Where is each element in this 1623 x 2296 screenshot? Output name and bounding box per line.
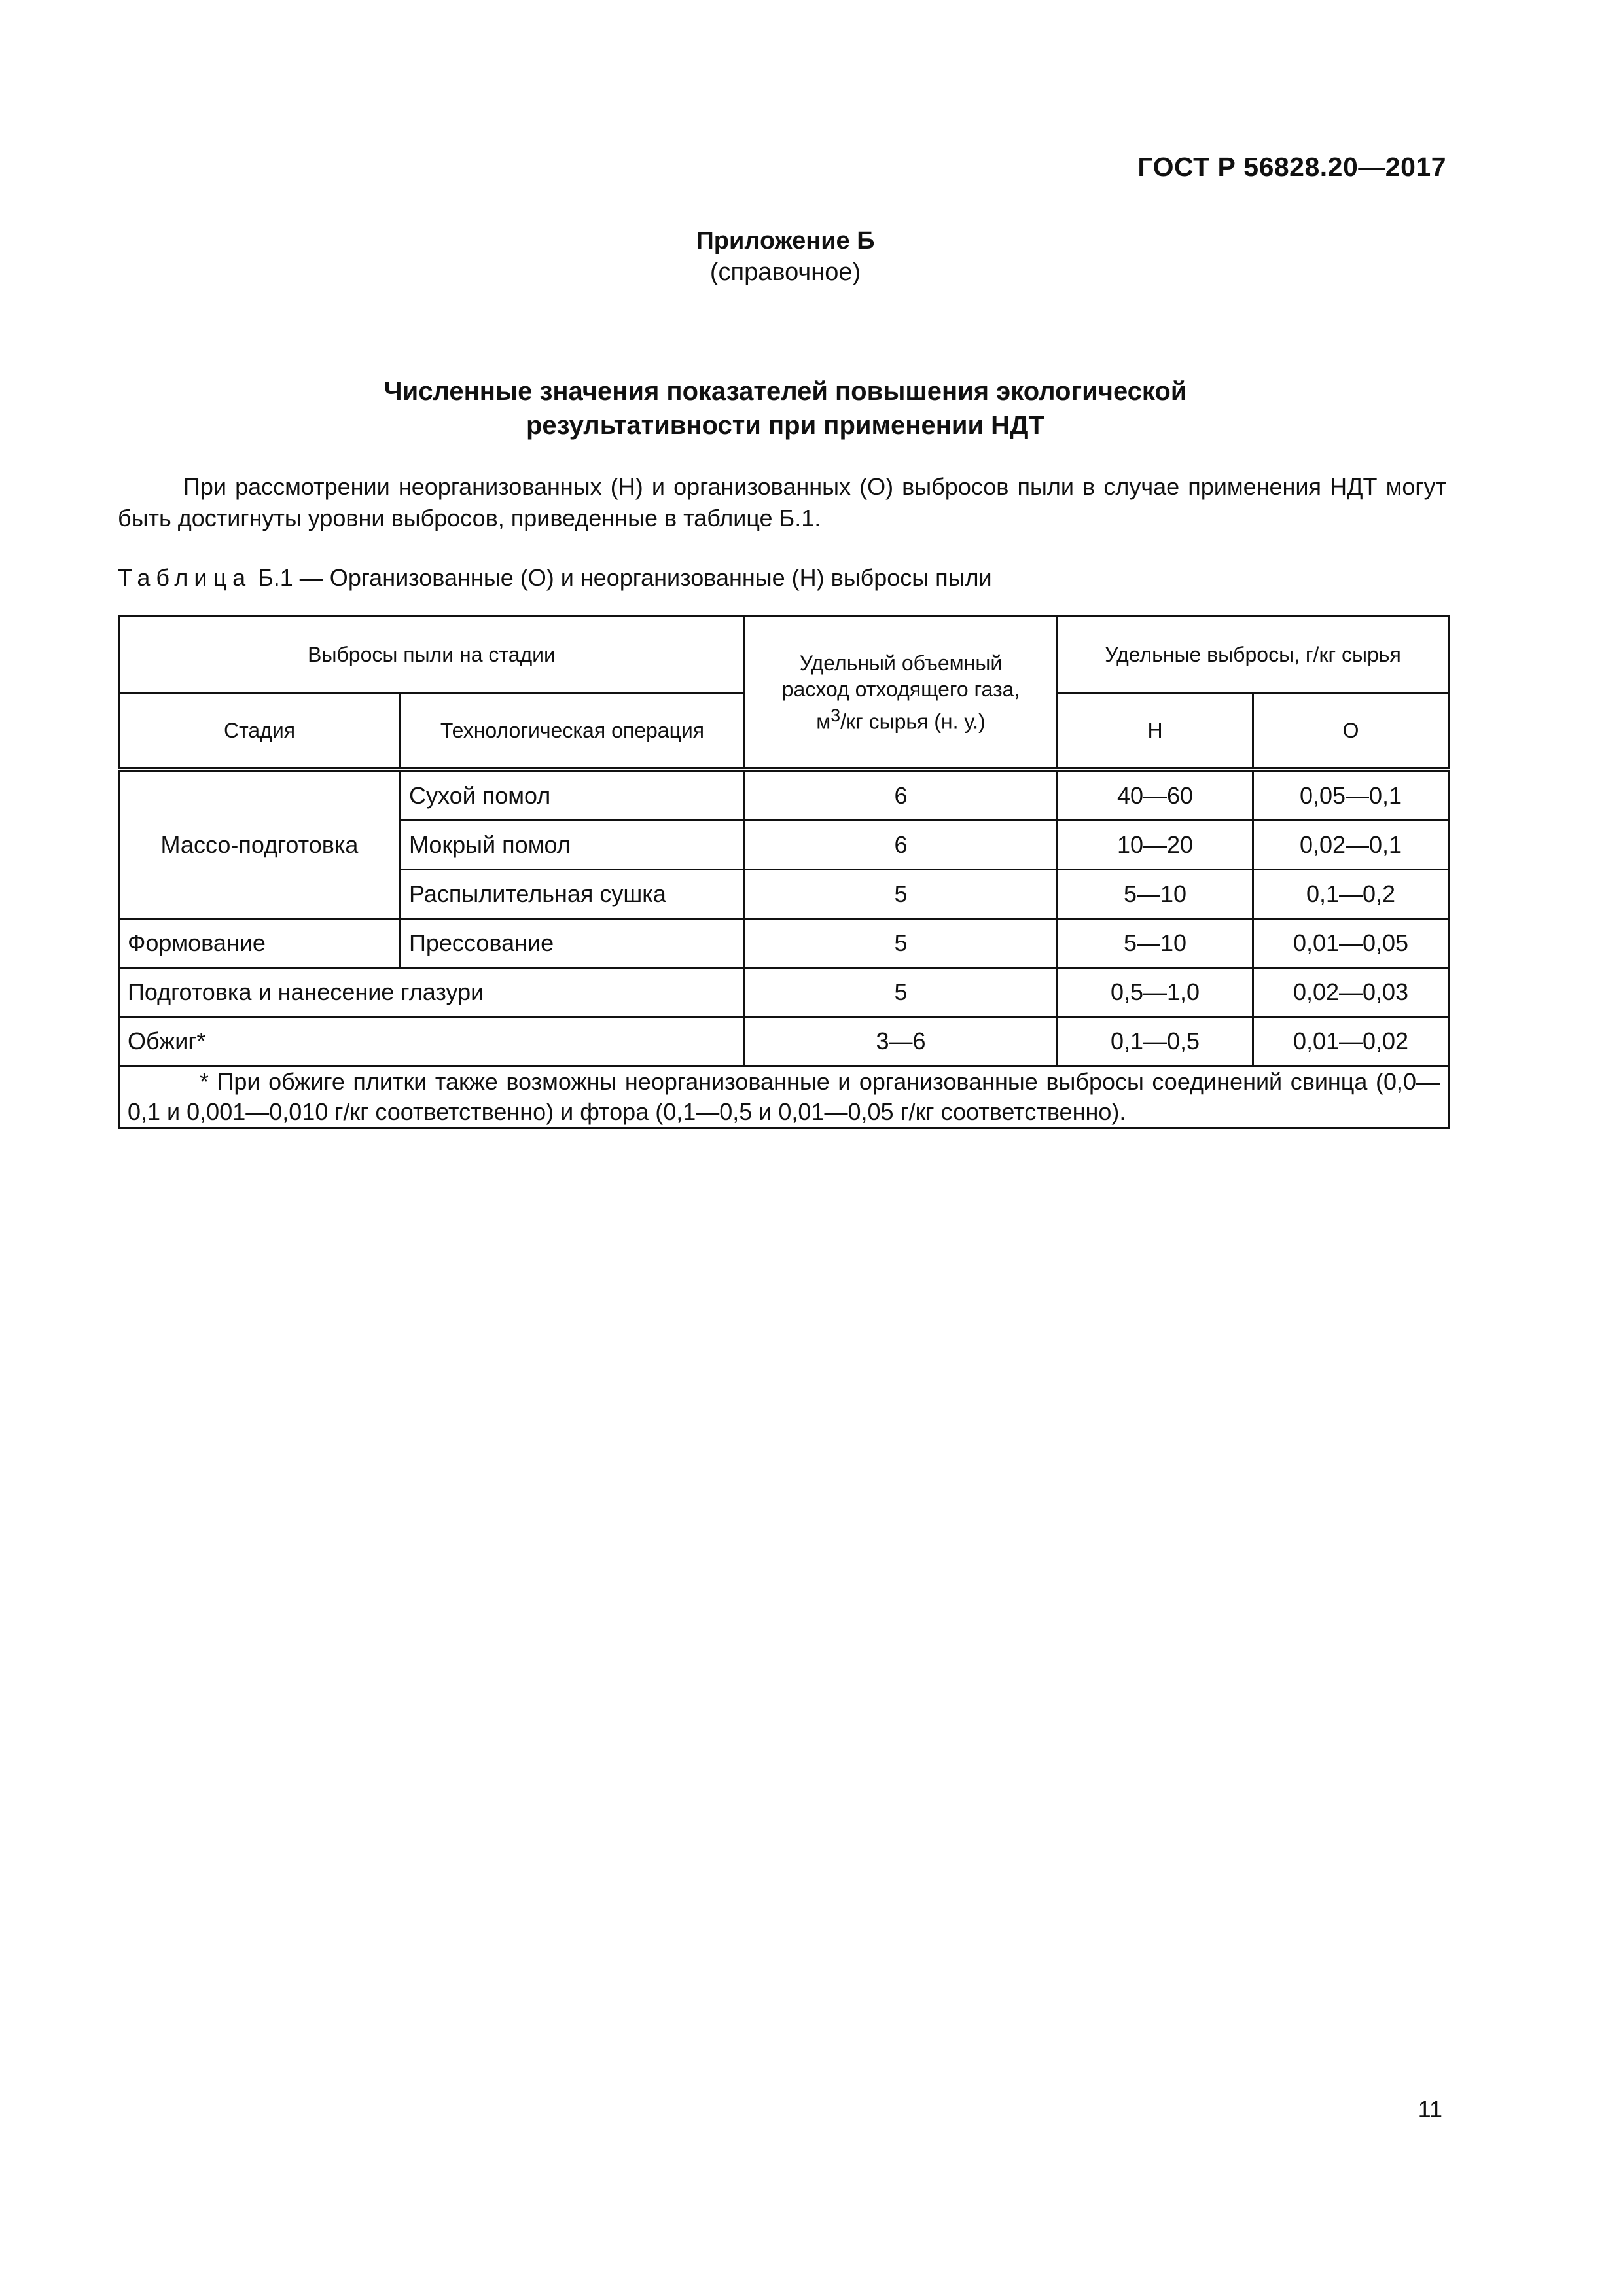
cell-operation: Мокрый помол bbox=[401, 821, 745, 870]
table-footnote-row bbox=[119, 1066, 1449, 1128]
appendix-title: Приложение Б bbox=[696, 227, 875, 255]
intro-paragraph: При рассмотрении неорганизованных (Н) и организованных (О) выбросов пыли в случае применения НДТ могут быть достигнуты уровни выбросов, приведенные в таблице Б.1. bbox=[118, 473, 1446, 531]
table-row bbox=[119, 1017, 1449, 1066]
table-row bbox=[119, 968, 1449, 1017]
cell-o: 0,1—0,2 bbox=[1253, 870, 1449, 919]
header-gas-flow-line-2: расход отходящего газа, bbox=[781, 677, 1020, 701]
cell-o: 0,05—0,1 bbox=[1253, 770, 1449, 821]
cell-n: 10—20 bbox=[1058, 821, 1253, 870]
emissions-table bbox=[118, 615, 1450, 1129]
cell-stage-operation: Обжиг* bbox=[119, 1017, 745, 1066]
table-row bbox=[119, 919, 1449, 968]
appendix-heading bbox=[0, 225, 1571, 288]
cell-flow: 3—6 bbox=[745, 1017, 1058, 1066]
cell-operation: Прессование bbox=[401, 919, 745, 968]
unit-superscript: 3 bbox=[830, 705, 841, 725]
unit-m: м bbox=[816, 709, 831, 734]
page-number: 11 bbox=[1418, 2096, 1442, 2123]
header-gas-flow bbox=[745, 617, 1058, 770]
cell-n: 0,1—0,5 bbox=[1058, 1017, 1253, 1066]
table-caption-word: Таблица bbox=[118, 564, 252, 591]
section-title-line-1: Численные значения показателей повышения экологической bbox=[383, 377, 1187, 406]
cell-operation: Распылительная сушка bbox=[401, 870, 745, 919]
header-o: О bbox=[1253, 693, 1449, 770]
header-gas-flow-unit bbox=[753, 702, 1048, 735]
unit-rest: /кг сырья (н. у.) bbox=[840, 709, 986, 734]
appendix-subtitle: (справочное) bbox=[709, 259, 861, 286]
table-header-row bbox=[119, 617, 1449, 693]
table-caption-text: Б.1 — Организованные (О) и неорганизованные (Н) выбросы пыли bbox=[251, 564, 992, 591]
cell-o: 0,01—0,02 bbox=[1253, 1017, 1449, 1066]
header-gas-flow-line-1: Удельный объемный bbox=[799, 651, 1003, 675]
cell-o: 0,02—0,1 bbox=[1253, 821, 1449, 870]
cell-flow: 5 bbox=[745, 968, 1058, 1017]
document-code: ГОСТ Р 56828.20—2017 bbox=[1137, 152, 1446, 182]
table-footnote: * При обжиге плитки также возможны неорганизованные и организованные выбросы соединений свинца (0,0—0,1 и 0,001—0,010 г/кг соответственно) и фтора (0,1—0,5 и 0,01—0,05 г/кг соответственно). bbox=[119, 1066, 1449, 1128]
cell-operation: Сухой помол bbox=[401, 770, 745, 821]
cell-o: 0,01—0,05 bbox=[1253, 919, 1449, 968]
header-operation: Технологическая операция bbox=[401, 693, 745, 770]
cell-n: 40—60 bbox=[1058, 770, 1253, 821]
cell-stage: Формование bbox=[119, 919, 401, 968]
cell-flow: 6 bbox=[745, 821, 1058, 870]
cell-flow: 5 bbox=[745, 919, 1058, 968]
section-title-line-2: результативности при применении НДТ bbox=[526, 411, 1044, 440]
section-title bbox=[0, 374, 1571, 442]
table-caption bbox=[118, 564, 992, 592]
cell-n: 5—10 bbox=[1058, 919, 1253, 968]
cell-n: 5—10 bbox=[1058, 870, 1253, 919]
table-row bbox=[119, 770, 1449, 821]
cell-flow: 5 bbox=[745, 870, 1058, 919]
header-specific-emissions: Удельные выбросы, г/кг сырья bbox=[1058, 617, 1449, 693]
cell-n: 0,5—1,0 bbox=[1058, 968, 1253, 1017]
header-n: Н bbox=[1058, 693, 1253, 770]
header-dust-stage: Выбросы пыли на стадии bbox=[119, 617, 745, 693]
cell-stage-operation: Подготовка и нанесение глазури bbox=[119, 968, 745, 1017]
header-stage: Стадия bbox=[119, 693, 401, 770]
cell-flow: 6 bbox=[745, 770, 1058, 821]
cell-o: 0,02—0,03 bbox=[1253, 968, 1449, 1017]
cell-stage: Массо-подготовка bbox=[119, 770, 401, 919]
